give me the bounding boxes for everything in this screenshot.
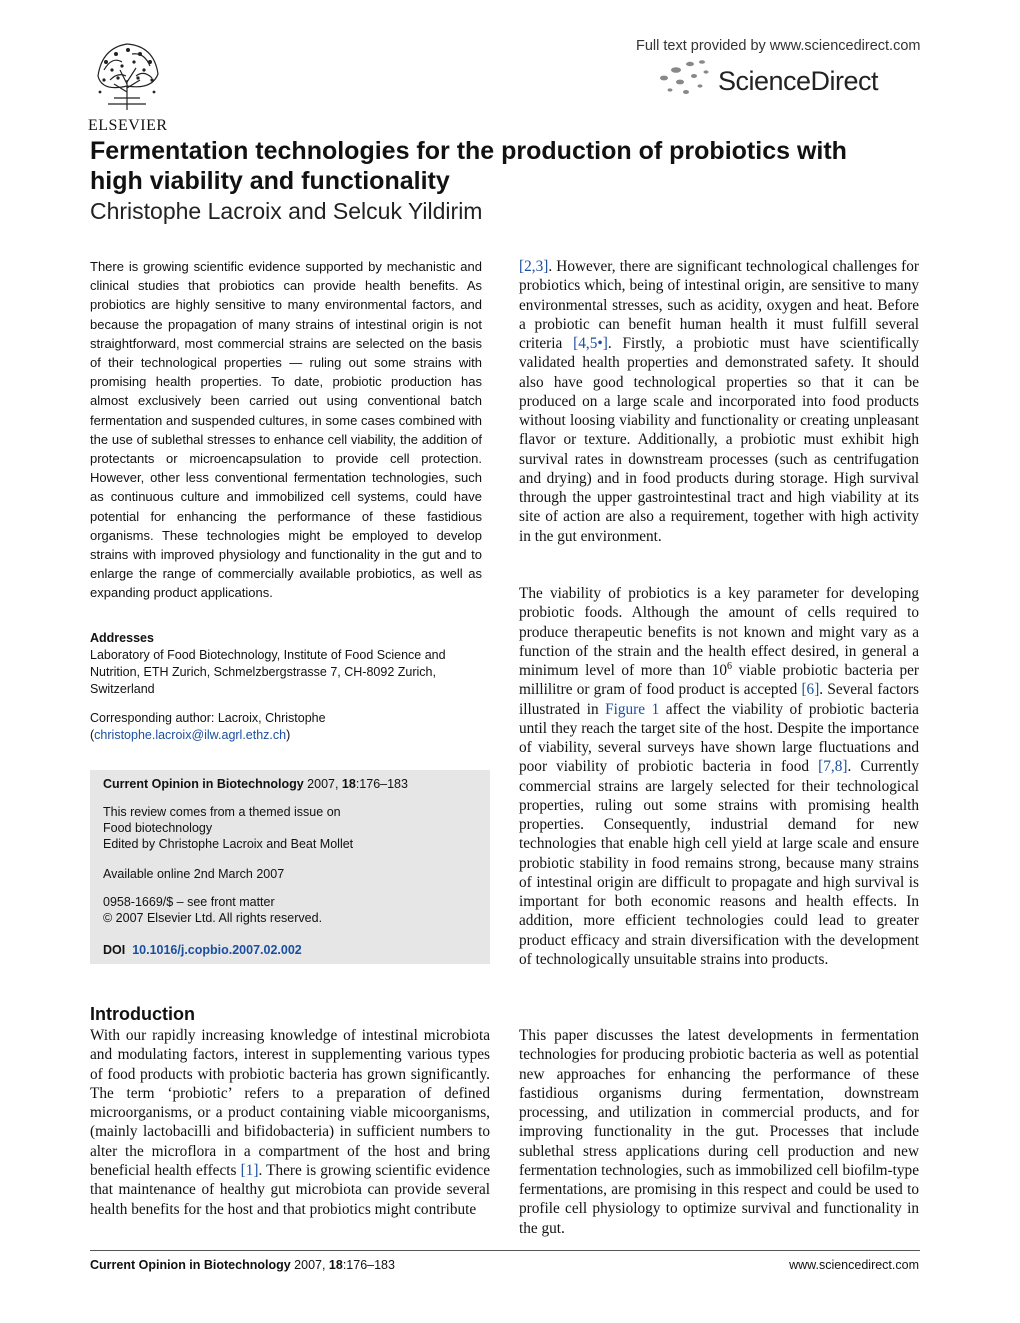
ref-link[interactable]: [1] — [240, 1162, 259, 1180]
intro-text-b: . There is growing scientific evidence that maintenance of healthy gut microbiota can provide several health benefits for the host and that probiotics might contribute — [90, 1162, 490, 1218]
email-link[interactable]: christophe.lacroix@ilw.agrl.ethz.ch — [94, 728, 287, 742]
doi-line — [103, 942, 483, 958]
exponent: 6 — [727, 660, 733, 672]
article-info-box — [90, 770, 490, 964]
ref-link[interactable]: [7,8] — [818, 758, 848, 776]
themed-issue-line: This review comes from a themed issue on — [103, 805, 341, 819]
article-authors: Christophe Lacroix and Selcuk Yildirim — [90, 198, 483, 224]
abstract: There is growing scientific evidence supported by mechanistic and clinical studies that probiotics can provide health benefits. As probiotics are highly sensitive to many environmental factors, and because the propagation of many strains of intestinal origin is not straightforward, most commercial strains are selected on the basis of their technological properties — ruling out some strains with promising health properties. To date, probiotic production has almost exclusively been carried out using conventional batch fermentation and suspended cultures, in some cases combined with the use of sublethal stresses to enhance cell viability, the addition of protectants or microencapsulation to provide cell protection. However, other less conventional fermentation technologies, such as continuous culture and immobilized cell systems, could have potential for enhancing the performance of these fastidious organisms. These technologies might be employed to develop strains with improved physiology and functionality in the gut and to enlarge the range of commercially available probiotics, as well as expanding product applications. — [90, 259, 482, 601]
themed-issue-editors: Edited by Christophe Lacroix and Beat Mollet — [103, 837, 354, 851]
footer-pages: :176–183 — [342, 1258, 395, 1272]
copyright-line: © 2007 Elsevier Ltd. All rights reserved. — [103, 911, 323, 925]
right-p2-text-b: viable probiotic bacteria per millilitre or gram of food product is accepted — [519, 662, 919, 699]
ref-link[interactable]: [4,5•] — [573, 335, 608, 352]
right-p2-text-c: . Several factors illustrated in — [519, 681, 919, 718]
footer-volume: 18 — [328, 1258, 343, 1272]
footer-year: 2007, — [290, 1258, 329, 1272]
footer-journal: Current Opinion in Biotechnology — [90, 1258, 291, 1272]
ref-link[interactable]: [6] — [801, 681, 820, 699]
intro-text-a: With our rapidly increasing knowledge of intestinal microbiota and modulating factors, interest in supplementing various types of food products with probiotic bacteria has grown significantly. The term ‘probiotic’ refers to a preparation of defined microorganisms, or a product containing viable micoorganisms, (mainly lactobacilli and bifidobacteria) in sufficient numbers to alter the microflora in a compartment of the host and bring beneficial health effects — [90, 1027, 490, 1180]
citation-pages: :176–183 — [355, 777, 408, 791]
introduction-heading: Introduction — [90, 1004, 195, 1024]
addresses-heading: Addresses — [90, 631, 154, 645]
footer-citation — [90, 1258, 395, 1272]
sciencedirect-brand[interactable]: ScienceDirect — [718, 66, 879, 96]
citation-volume: 18 — [341, 777, 356, 791]
corresponding-email-line — [90, 727, 480, 744]
introduction-paragraph — [90, 1026, 490, 1219]
figure-link[interactable]: Figure 1 — [605, 700, 660, 718]
right-p1-text-a: . However, there are significant technological challenges for probiotics which, being of intestinal origin, are sensitive to many environmental stresses, such as acidity, oxygen and heat. Before a probiotic can benefit human health it must fulfill several criteria — [519, 258, 919, 352]
footer-url[interactable]: www.sciencedirect.com — [789, 1258, 919, 1272]
citation-line — [103, 776, 483, 792]
footer-divider — [90, 1250, 920, 1251]
full-text-line[interactable]: Full text provided by www.sciencedirect.com — [636, 38, 921, 54]
right-p1-text-b: . Firstly, a probiotic must have scientifically validated health properties and demonstrated safety. It should also have good technological properties so that it can be produced on a large scale and incorporated into food products without loosing viability and functionality or creating unpleasant flavor or texture. Additionally, a probiotic must exhibit high survival rates in downstream processes (such as centrifugation and drying) and in food products during storage. High survival through the upper gastrointestinal tract and high viability at its site of action are also a requirement, together with high activity in the gut environment. — [519, 335, 919, 545]
right-p2-text-a: The viability of probiotics is a key parameter for developing probiotic foods. Although the amount of cells required to produce therapeutic benefits is not known and might vary as a function of the strain and the health effect desired, in general a minimum level of more than 10 — [519, 585, 919, 679]
doi-link[interactable]: 10.1016/j.copbio.2007.02.002 — [132, 943, 302, 957]
corresponding-author — [90, 710, 480, 744]
citation-year: 2007, — [303, 777, 342, 791]
corresponding-author-label: Corresponding author: Lacroix, Christophe — [90, 711, 326, 725]
right-p2-text-e: . Currently commercial strains are largely selected for their technological properties, ruling out some strains with promising health properties. Consequently, industrial demand for new technologies that enable high cell yield at large scale and ensure probiotic stability in food remains strong, because many strains of intestinal origin are difficult to propagate and high survival is important for both economic reasons and health effects. In addition, more efficient technologies could lead to greater product efficacy and strain diversification with the development of technologically unsuitable strains into products. — [519, 758, 919, 968]
email-paren-open: ( — [90, 728, 95, 742]
citation-journal: Current Opinion in Biotechnology — [103, 777, 304, 791]
addresses-text: Laboratory of Food Biotechnology, Institute of Food Science and Nutrition, ETH Zurich, Schmelzbergstrasse 7, CH-8092 Zurich, Switzerland — [90, 648, 446, 696]
themed-issue-topic: Food biotechnology — [103, 821, 213, 835]
email-paren-close: ) — [286, 728, 291, 742]
ref-link[interactable]: [2,3] — [519, 258, 549, 275]
article-title: Fermentation technologies for the production of probiotics with high viability and functionality — [90, 137, 847, 195]
sciencedirect-dots-icon — [656, 58, 716, 98]
sciencedirect-logo — [656, 58, 879, 103]
publisher-name: ELSEVIER — [88, 117, 168, 134]
elsevier-tree-icon — [92, 40, 162, 112]
issn-line: 0958-1669/$ – see front matter — [103, 895, 275, 909]
available-online: Available online 2nd March 2007 — [103, 867, 285, 881]
elsevier-logo — [88, 40, 170, 135]
doi-label: DOI — [103, 943, 126, 957]
right-p2-text-d: affect the viability of probiotic bacteria until they reach the target site of the host. Despite the importance of viability, several surveys have shown large fluctuations and poor viability of probiotic bacteria in food — [519, 700, 919, 776]
right-paragraph-3: This paper discusses the latest developments in fermentation technologies for producing probiotic bacteria as well as potential new approaches for enhancing the performance of these fastidious organisms during fermentation, downstream processing, and utilization in commercial products, and for improving functionality in the gut. Processes that include sublethal stress applications during cell production and new fermentation technologies, such as immobilized cell biofilm-type fermentations, are promising in this respect and could be used to profile cell physiology to optimize survival and functionality in the gut. — [519, 1027, 919, 1237]
right-paragraph-1 — [519, 257, 919, 546]
right-paragraph-2 — [519, 584, 919, 969]
